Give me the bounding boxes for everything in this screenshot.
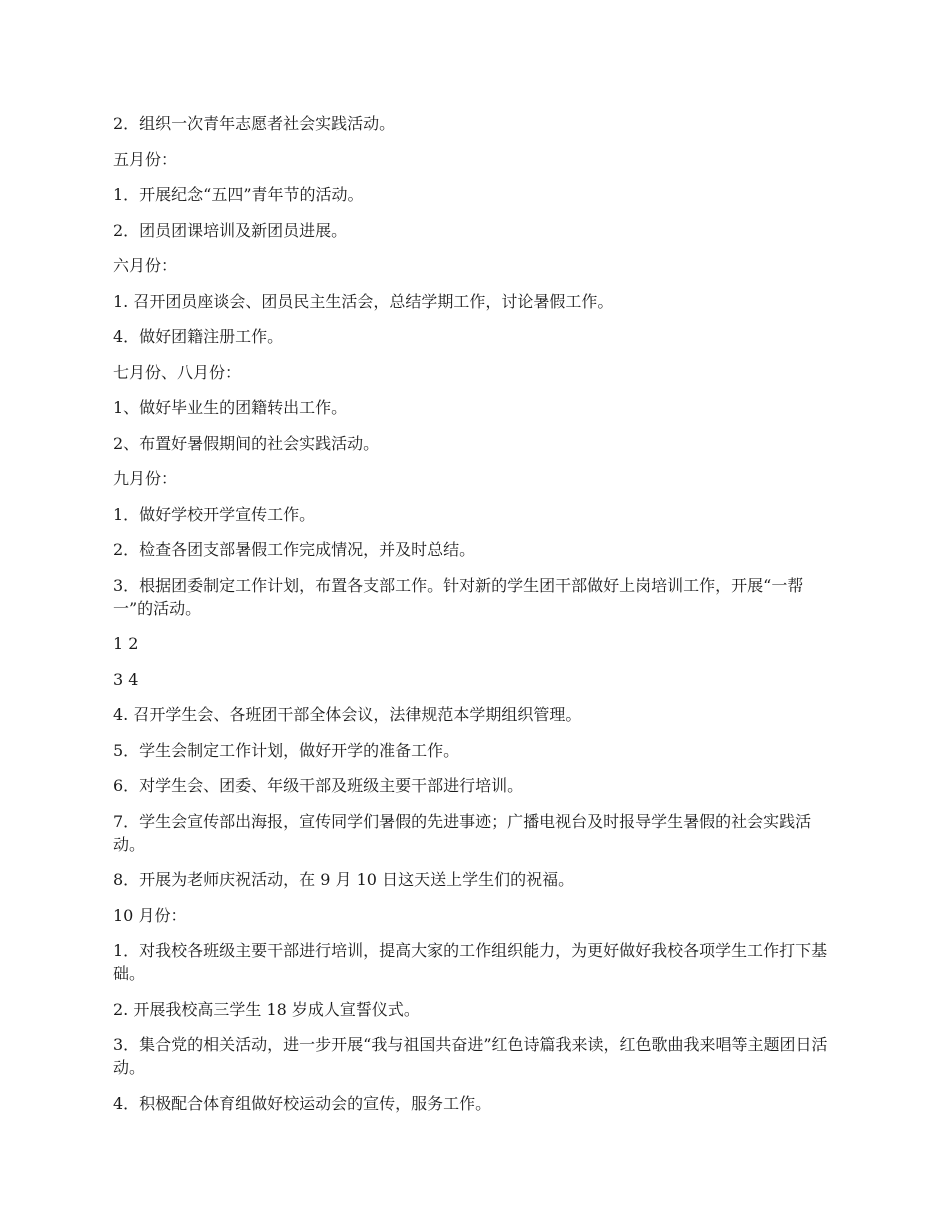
- paragraph: 5．学生会制定工作计划，做好开学的准备工作。: [113, 740, 460, 760]
- paragraph: 1、做好毕业生的团籍转出工作。: [113, 398, 348, 417]
- paragraph: 2．检查各团支部暑假工作完成情况，并及时总结。: [113, 540, 476, 559]
- document-body: [113, 112, 838, 1127]
- paragraph: 4．积极配合体育组做好校运动会的宣传，服务工作。: [113, 1093, 492, 1113]
- paragraph: 1．做好学校开学宣传工作。: [113, 504, 316, 524]
- paragraph: 2、布置好暑假期间的社会实践活动。: [113, 433, 380, 453]
- section-heading-july-august: 七月份、八月份：: [113, 362, 242, 382]
- paragraph: 2．组织一次青年志愿者社会实践活动。: [113, 114, 396, 133]
- section-heading-may: 五月份：: [113, 149, 178, 169]
- paragraph: 1. 召开团员座谈会、团员民主生活会，总结学期工作，讨论暑假工作。: [113, 291, 614, 311]
- paragraph: 1 2: [113, 634, 139, 653]
- paragraph: 1．开展纪念“五四”青年节的活动。: [113, 185, 364, 204]
- section-heading-september: 九月份：: [113, 469, 178, 488]
- paragraph: 4. 召开学生会、各班团干部全体会议，法律规范本学期组织管理。: [113, 705, 582, 724]
- paragraph: 2. 开展我校高三学生 18 岁成人宣誓仪式。: [113, 999, 420, 1019]
- paragraph: 2．团员团课培训及新团员进展。: [113, 220, 348, 240]
- paragraph: 7．学生会宣传部出海报，宣传同学们暑假的先进事迹；广播电视台及时报导学生暑假的社会实践活动。: [113, 811, 812, 854]
- section-heading-june: 六月份：: [113, 256, 178, 275]
- paragraph: 3．根据团委制定工作计划，布置各支部工作。针对新的学生团干部做好上岗培训工作，开展“一帮一”的活动。: [113, 575, 804, 618]
- paragraph: 4．做好团籍注册工作。: [113, 327, 284, 346]
- paragraph: 1．对我校各班级主要干部进行培训，提高大家的工作组织能力，为更好做好我校各项学生工作打下基础。: [113, 941, 828, 983]
- section-heading-october: 10 月份：: [113, 905, 187, 925]
- paragraph: 6．对学生会、团委、年级干部及班级主要干部进行培训。: [113, 776, 524, 795]
- paragraph: 8．开展为老师庆祝活动，在 9 月 10 日这天送上学生们的祝福。: [113, 870, 575, 889]
- paragraph: 3．集合党的相关活动，进一步开展“我与祖国共奋进”红色诗篇我来读，红色歌曲我来唱等主题团日活动。: [113, 1035, 828, 1077]
- paragraph: 3 4: [113, 669, 139, 689]
